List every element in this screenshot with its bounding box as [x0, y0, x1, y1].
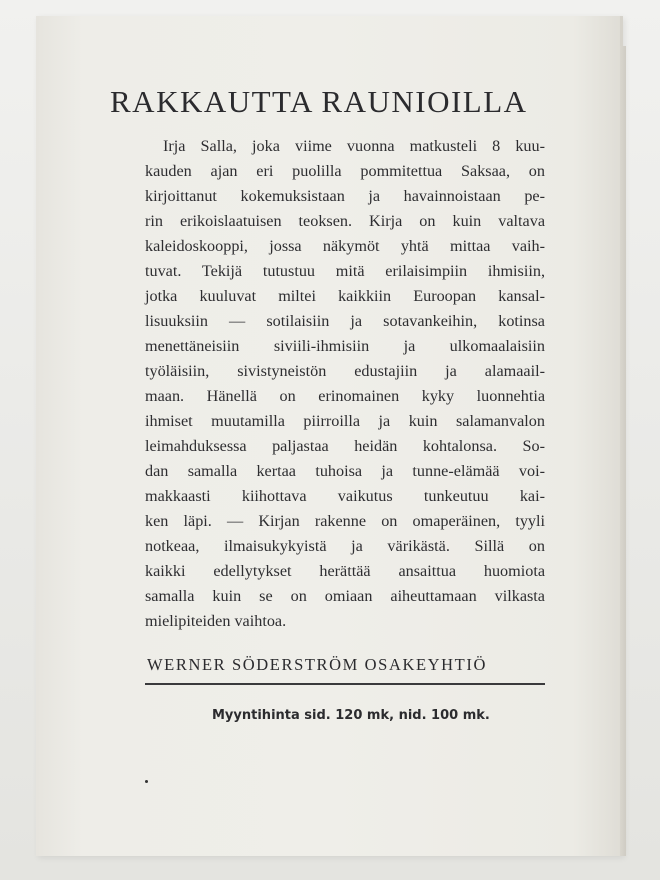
blurb-line: ken läpi. — Kirjan rakenne on omaperäinen, tyyli	[145, 512, 545, 530]
blurb-line: ihmiset muutamilla piirroilla ja kuin salamanvalon	[145, 412, 545, 430]
publisher-name: WERNER SÖDERSTRÖM OSAKEYHTIÖ	[147, 655, 487, 674]
blurb-line: työläisiin, sivistyneistön edustajiin ja alamaail-	[145, 362, 545, 380]
blurb-line: maan. Hänellä on erinomainen kyky luonnehtia	[145, 387, 545, 405]
blurb-line: notkeaa, ilmaisukykyistä ja värikästä. Sillä on	[145, 537, 545, 555]
blurb-line: kaikki edellytykset herättää ansaittua huomiota	[145, 562, 545, 580]
divider-rule	[145, 683, 545, 685]
blurb-line: kaleidoskooppi, jossa näkymöt yhtä mittaa vaih-	[145, 237, 545, 255]
blurb-line: Irja Salla, joka viime vuonna matkusteli 8 kuu-	[163, 137, 545, 155]
blurb-line: mielipiteiden vaihtoa.	[145, 612, 287, 630]
blurb-line: samalla kuin se on omiaan aiheuttamaan vilkasta	[145, 587, 545, 605]
blurb-line: kirjoittanut kokemuksistaan ja havainnoistaan pe-	[145, 187, 545, 205]
blurb-line: dan samalla kertaa tuhoisa ja tunne-elämää voi-	[145, 462, 545, 480]
blurb-line: leimahduksessa paljastaa heidän kohtalonsa. So-	[145, 437, 545, 455]
blurb-line: kauden ajan eri puolilla pommitettua Saksaa, on	[145, 162, 545, 180]
blurb-line: rin erikoislaatuisen teoksen. Kirja on kuin valtava	[145, 212, 545, 230]
blurb-line: menettäneisiin siviili-ihmisiin ja ulkomaalaisiin	[145, 337, 545, 355]
ink-speck	[145, 780, 148, 783]
blurb-text	[145, 134, 545, 634]
blurb-line: makkaasti kiihottava vaikutus tunkeutuu kai-	[145, 487, 545, 505]
blurb-line: jotka kuuluvat miltei kaikkiin Euroopan kansal-	[145, 287, 545, 305]
blurb-line: tuvat. Tekijä tutustuu mitä erilaisimpiin ihmisiin,	[145, 262, 545, 280]
blurb-line: lisuuksiin — sotilaisiin ja sotavankeihin, kotinsa	[145, 312, 545, 330]
price-line: Myyntihinta sid. 120 mk, nid. 100 mk.	[212, 708, 490, 723]
book-title: RAKKAUTTA RAUNIOILLA	[110, 84, 528, 119]
dust-jacket-edge	[620, 46, 626, 856]
